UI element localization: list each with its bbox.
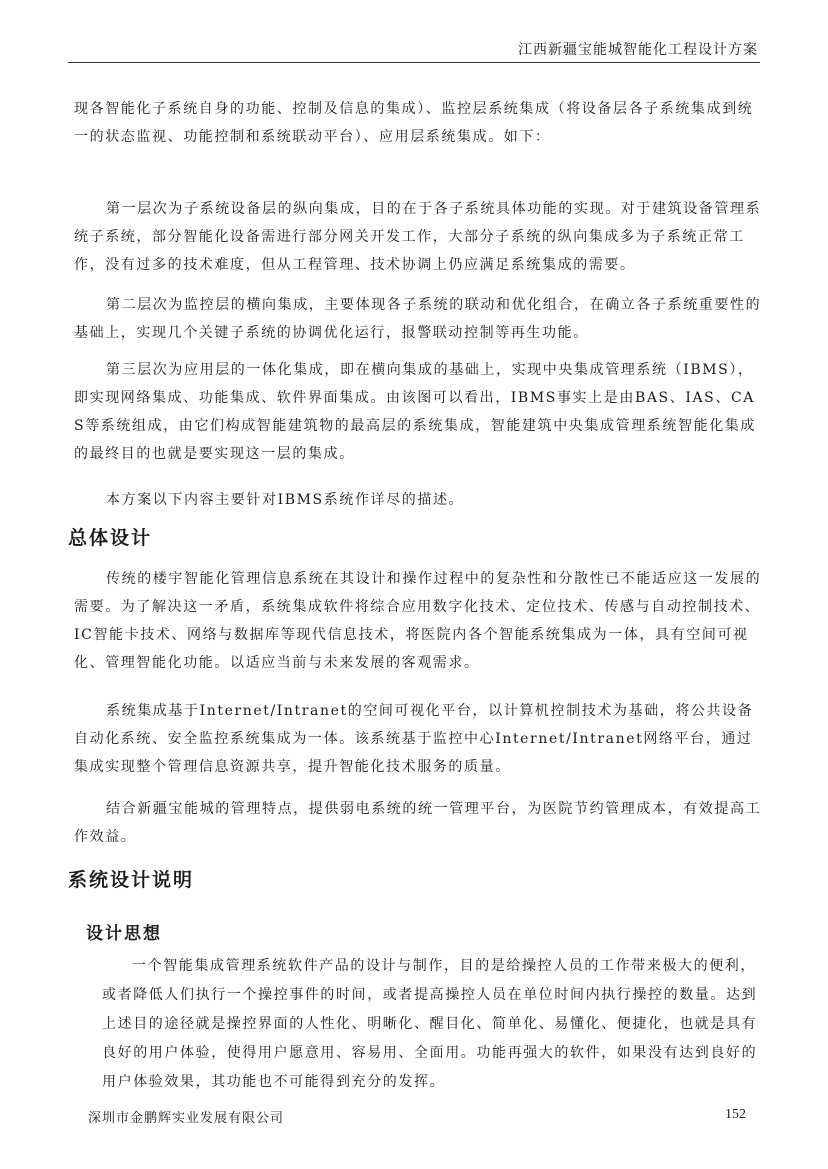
intro-paragraph-layer3: 第三层次为应用层的一体化集成，即在横向集成的基础上，实现中央集成管理系统（IBMS），即实现网络集成、功能集成、软件界面集成。由该图可以看出，IBMS事实上是由BAS、IAS、CAS等系统组成，由它们构成智能建筑物的最高层的系统集成，智能建筑中央集成管理系统智能化集成的最终目的也就是要实现这一层的集成。 xyxy=(74,362,756,462)
overall-paragraph-1: 传统的楼宇智能化管理信息系统在其设计和操作过程中的复杂性和分散性已不能适应这一发展的需要。为了解决这一矛盾，系统集成软件将综合应用数字化技术、定位技术、传感与自动控制技术、IC智能卡技术、网络与数据库等现代信息技术，将医院内各个智能系统集成为一体，具有空间可视化、管理智能化功能。以适应当前与未来发展的客观需求。 xyxy=(74,571,762,671)
page-number: 152 xyxy=(725,1107,746,1122)
subsection-heading-design-philosophy: 设计思想 xyxy=(86,924,162,944)
intro-paragraph-layer2: 第二层次为监控层的横向集成，主要体现各子系统的联动和优化组合，在确立各子系统重要性的基础上，实现几个关键子系统的协调优化运行，报警联动控制等再生功能。 xyxy=(74,297,762,341)
overall-paragraph-2: 系统集成基于Internet/Intranet的空间可视化平台，以计算机控制技术为基础，将公共设备自动化系统、安全监控系统集成为一体。该系统基于监控中心Internet/Intranet网络平台，通过集成实现整个管理信息资源共享，提升智能化技术服务的质量。 xyxy=(74,703,754,775)
section-heading-overall-design: 总体设计 xyxy=(68,527,153,549)
section-heading-system-design: 系统设计说明 xyxy=(68,869,195,891)
footer-company-name: 深圳市金鹏辉实业发展有限公司 xyxy=(88,1111,285,1126)
intro-paragraph-continued: 现各智能化子系统自身的功能、控制及信息的集成）、监控层系统集成（将设备层各子系统集成到统一的状态监视、功能控制和系统联动平台）、应用层系统集成。如下： xyxy=(74,101,754,145)
intro-paragraph-layer1: 第一层次为子系统设备层的纵向集成，目的在于各子系统具体功能的实现。对于建筑设备管理系统子系统，部分智能化设备需进行部分网关开发工作，大部分子系统的纵向集成多为子系统正常工作，没有过多的技术难度，但从工程管理、技术协调上仍应满足系统集成的需要。 xyxy=(74,201,762,273)
design-philosophy-paragraph: 一个智能集成管理系统软件产品的设计与制作，目的是给操控人员的工作带来极大的便利，或者降低人们执行一个操控事件的时间，或者提高操控人员在单位时间内执行操控的数量。达到上述目的途径就是操控界面的人性化、明晰化、醒目化、简单化、易懂化、便捷化，也就是具有良好的用户体验，使得用户愿意用、容易用、全面用。功能再强大的软件，如果没有达到良好的用户体验效果，其功能也不可能得到充分的发挥。 xyxy=(102,958,758,1090)
document-title: 江西新疆宝能城智能化工程设计方案 xyxy=(518,42,758,58)
header-divider xyxy=(68,62,760,63)
intro-paragraph-scope: 本方案以下内容主要针对IBMS系统作详尽的描述。 xyxy=(106,492,465,508)
overall-paragraph-3: 结合新疆宝能城的管理特点，提供弱电系统的统一管理平台，为医院节约管理成本，有效提高工作效益。 xyxy=(74,801,762,845)
